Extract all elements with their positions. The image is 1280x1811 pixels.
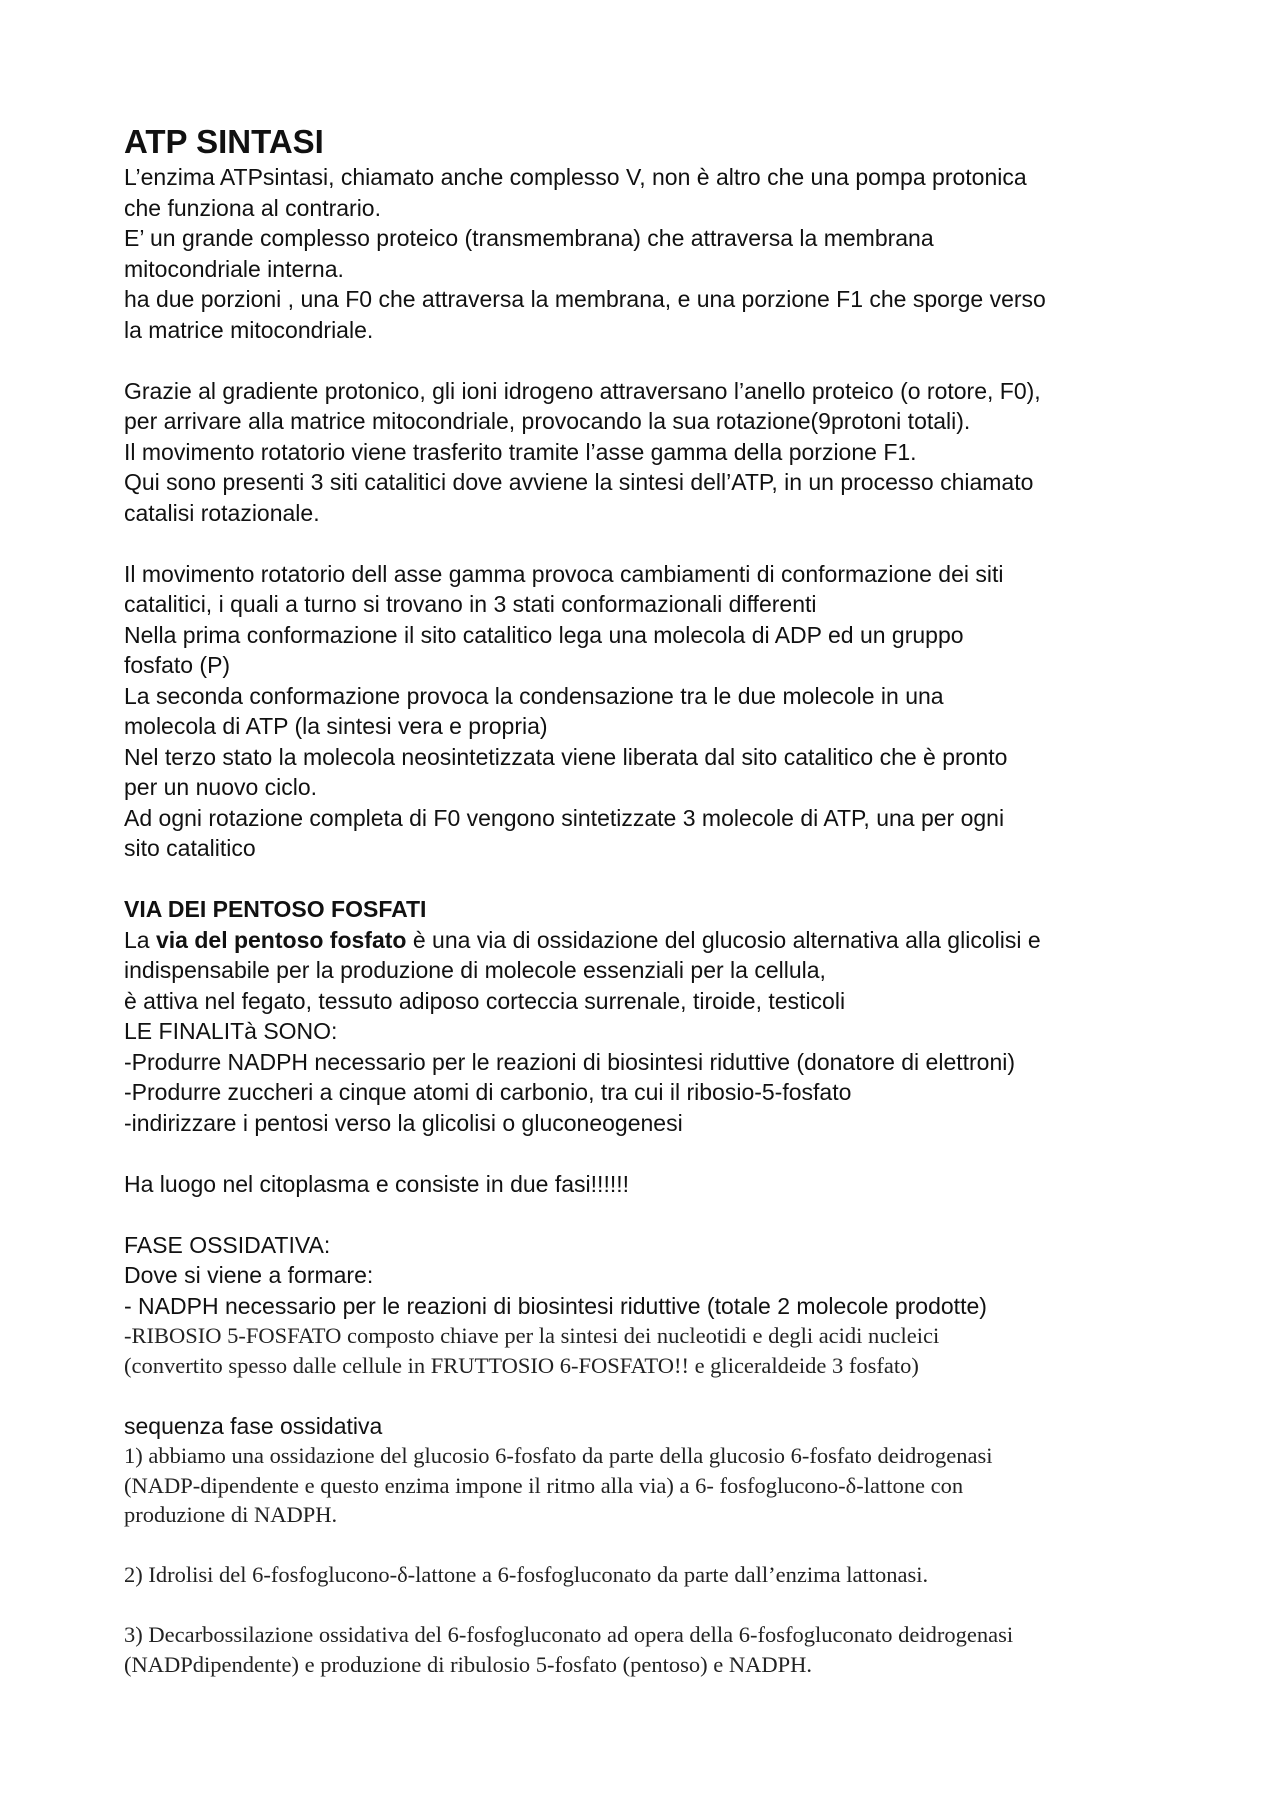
text-line: molecola di ATP (la sintesi vera e propria): [124, 713, 548, 739]
text-line: LE FINALITà SONO:: [124, 1018, 338, 1044]
intro-bold-term: via del pentoso fosfato: [155, 926, 407, 953]
intro-suffix: è una via di ossidazione del glucosio alternativa alla glicolisi e: [406, 926, 1041, 953]
text-line: Grazie al gradiente protonico, gli ioni idrogeno attraversano l’anello proteico (o rotore, F0),: [124, 377, 1041, 404]
text-line: -RIBOSIO 5-FOSFATO composto chiave per la sintesi dei nucleotidi e degli acidi nucleici: [124, 1323, 940, 1348]
text-line: Il movimento rotatorio dell asse gamma provoca cambiamenti di conformazione dei siti: [124, 560, 1004, 587]
luogo-line: Ha luogo nel citoplasma e consiste in due fasi!!!!!!: [124, 1170, 630, 1197]
text-line: che funziona al contrario.: [124, 194, 381, 221]
text-line: -indirizzare i pentosi verso la glicolisi o gluconeogenesi: [124, 1109, 683, 1136]
text-line: Dove si viene a formare:: [124, 1262, 374, 1288]
step-2: 2) Idrolisi del 6-fosfoglucono-δ-lattone a 6-fosfogluconato da parte dall’enzima lattonasi.: [124, 1562, 929, 1587]
text-line: catalisi rotazionale.: [124, 499, 320, 526]
text-line: Qui sono presenti 3 siti catalitici dove avviene la sintesi dell’ATP, in un processo chiamato: [124, 469, 1034, 495]
step-1: [124, 1441, 1184, 1530]
text-line: produzione di NADPH.: [124, 1502, 338, 1527]
intro-prefix: La: [124, 926, 156, 953]
sequenza-title: sequenza fase ossidativa: [124, 1412, 383, 1439]
text-line: - NADPH necessario per le reazioni di biosintesi riduttive (totale 2 molecole prodotte): [124, 1292, 987, 1319]
text-line: per un nuovo ciclo.: [124, 774, 318, 800]
text-line: E’ un grande complesso proteico (transmembrana) che attraversa la membrana: [124, 225, 934, 251]
text-line: 3) Decarbossilazione ossidativa del 6-fosfogluconato ad opera della 6-fosfogluconato deidrogenasi: [124, 1622, 1014, 1647]
step-3: [124, 1620, 1184, 1679]
text-line: sito catalitico: [124, 835, 256, 861]
text-line: Ad ogni rotazione completa di F0 vengono sintetizzate 3 molecole di ATP, una per ogni: [124, 804, 1005, 831]
text-line: (NADP-dipendente e questo enzima impone il ritmo alla via) a 6- fosfoglucono-δ-lattone con: [124, 1472, 964, 1498]
text-line: 1) abbiamo una ossidazione del glucosio 6-fosfato da parte della glucosio 6-fosfato deidrogenasi: [124, 1443, 993, 1468]
text-line: FASE OSSIDATIVA:: [124, 1231, 331, 1258]
pentoso-intro: [124, 925, 1184, 1139]
document-page: [124, 122, 1184, 1679]
text-line: Nel terzo stato la molecola neosintetizzata viene liberata dal sito catalitico che è pronto: [124, 743, 1008, 770]
fase-ossidativa: [124, 1230, 1184, 1322]
atp-title: ATP SINTASI: [124, 123, 324, 160]
text-line: fosfato (P): [124, 652, 231, 678]
text-line: (convertito spesso dalle cellule in FRUTTOSIO 6-FOSFATO!! e gliceraldeide 3 fosfato): [124, 1352, 919, 1378]
atp-paragraph-1: [124, 162, 1184, 345]
text-line: Nella prima conformazione il sito catalitico lega una molecola di ADP ed un gruppo: [124, 621, 964, 648]
atp-paragraph-2: [124, 376, 1184, 529]
text-line: catalitici, i quali a turno si trovano in 3 stati conformazionali differenti: [124, 591, 817, 617]
text-line: mitocondriale interna.: [124, 255, 344, 282]
text-line: -Produrre zuccheri a cinque atomi di carbonio, tra cui il ribosio-5-fosfato: [124, 1079, 852, 1105]
ribosio-note: [124, 1321, 1184, 1380]
atp-paragraph-3: [124, 559, 1184, 864]
text-line: (NADPdipendente) e produzione di ribulosio 5-fosfato (pentoso) e NADPH.: [124, 1651, 812, 1677]
text-line: la matrice mitocondriale.: [124, 316, 374, 343]
text-line: ha due porzioni , una F0 che attraversa la membrana, e una porzione F1 che sporge verso: [124, 286, 1046, 312]
pentoso-title: VIA DEI PENTOSO FOSFATI: [124, 896, 427, 922]
text-line: -Produrre NADPH necessario per le reazioni di biosintesi riduttive (donatore di elettroni): [124, 1048, 1016, 1075]
text-line: è attiva nel fegato, tessuto adiposo corteccia surrenale, tiroide, testicoli: [124, 987, 846, 1014]
text-line: L’enzima ATPsintasi, chiamato anche complesso V, non è altro che una pompa protonica: [124, 164, 1027, 190]
text-line: indispensabile per la produzione di molecole essenziali per la cellula,: [124, 957, 826, 983]
text-line: Il movimento rotatorio viene trasferito tramite l’asse gamma della porzione F1.: [124, 438, 917, 465]
text-line: La seconda conformazione provoca la condensazione tra le due molecole in una: [124, 682, 944, 709]
text-line: per arrivare alla matrice mitocondriale, provocando la sua rotazione(9protoni totali).: [124, 408, 971, 434]
